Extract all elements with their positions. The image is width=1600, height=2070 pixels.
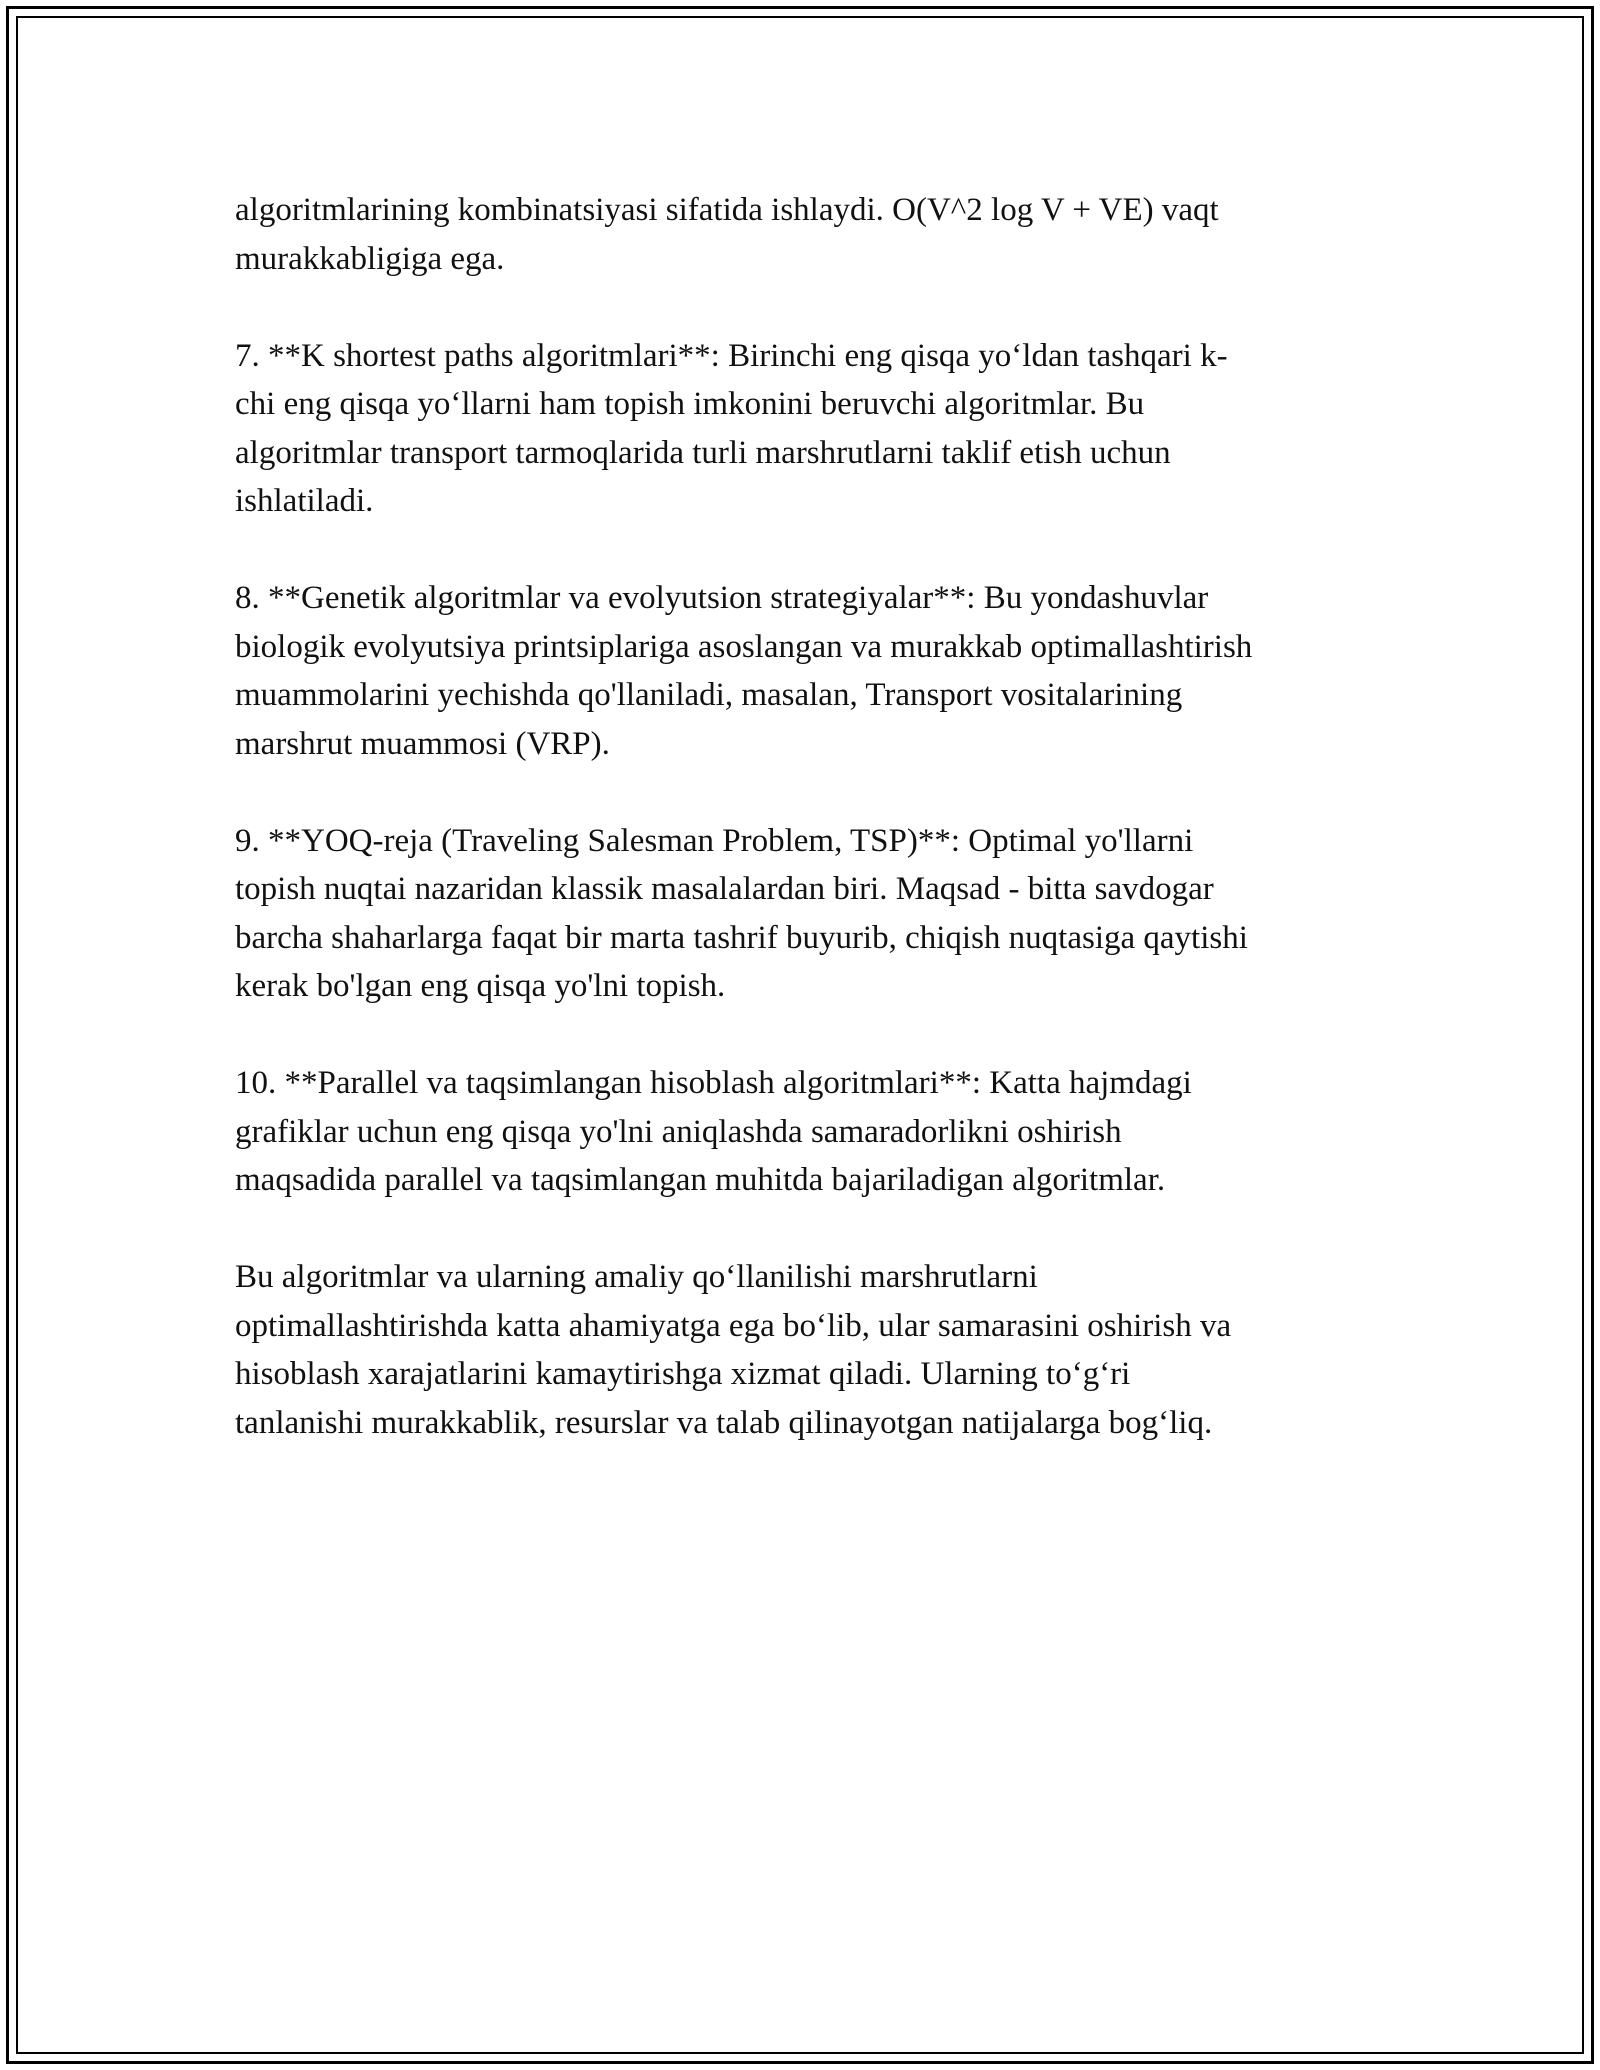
paragraph-genetic-algorithms: 8. **Genetik algoritmlar va evolyutsion strategiyalar**: Bu yondashuvlar biologik evolyutsiya printsiplariga asoslangan va murakkab optimallashtirish muammolarini yechishda qo'llaniladi, masalan, Transport vositalarining marshrut muammosi (VRP). [235,580,1253,762]
paragraph-parallel-algorithms: 10. **Parallel va taqsimlangan hisoblash algoritmlari**: Katta hajmdagi grafiklar uchun eng qisqa yo'lni aniqlashda samaradorlikni oshirish maqsadida parallel va taqsimlangan muhitda bajariladigan algoritmlar. [235,1065,1192,1198]
paragraph-algorithm-combination-continuation: algoritmlarining kombinatsiyasi sifatida ishlaydi. O(V^2 log V + VE) vaqt murakkabligiga ega. [235,192,1219,277]
document-body [235,186,1385,1496]
paragraph-conclusion: Bu algoritmlar va ularning amaliy qo‘llanilishi marshrutlarni optimallashtirishda katta ahamiyatga ega bo‘lib, ular samarasini oshirish va hisoblash xarajatlarini kamaytirishga xizmat qiladi. Ularning to‘g‘ri tanlanishi murakkablik, resurslar va talab qilinayotgan natijalarga bog‘liq. [235,1259,1232,1441]
paragraph-traveling-salesman: 9. **YOQ-reja (Traveling Salesman Problem, TSP)**: Optimal yo'llarni topish nuqtai nazaridan klassik masalalardan biri. Maqsad - bitta savdogar barcha shaharlarga faqat bir marta tashrif buyurib, chiqish nuqtasiga qaytishi kerak bo'lgan eng qisqa yo'lni topish. [235,822,1248,1004]
paragraph-k-shortest-paths: 7. **K shortest paths algoritmlari**: Birinchi eng qisqa yo‘ldan tashqari k- chi eng qisqa yo‘llarni ham topish imkonini beruvchi algoritmlar. Bu algoritmlar transport tarmoqlarida turli marshrutlarni taklif etish uchun ishlatiladi. [235,337,1228,519]
